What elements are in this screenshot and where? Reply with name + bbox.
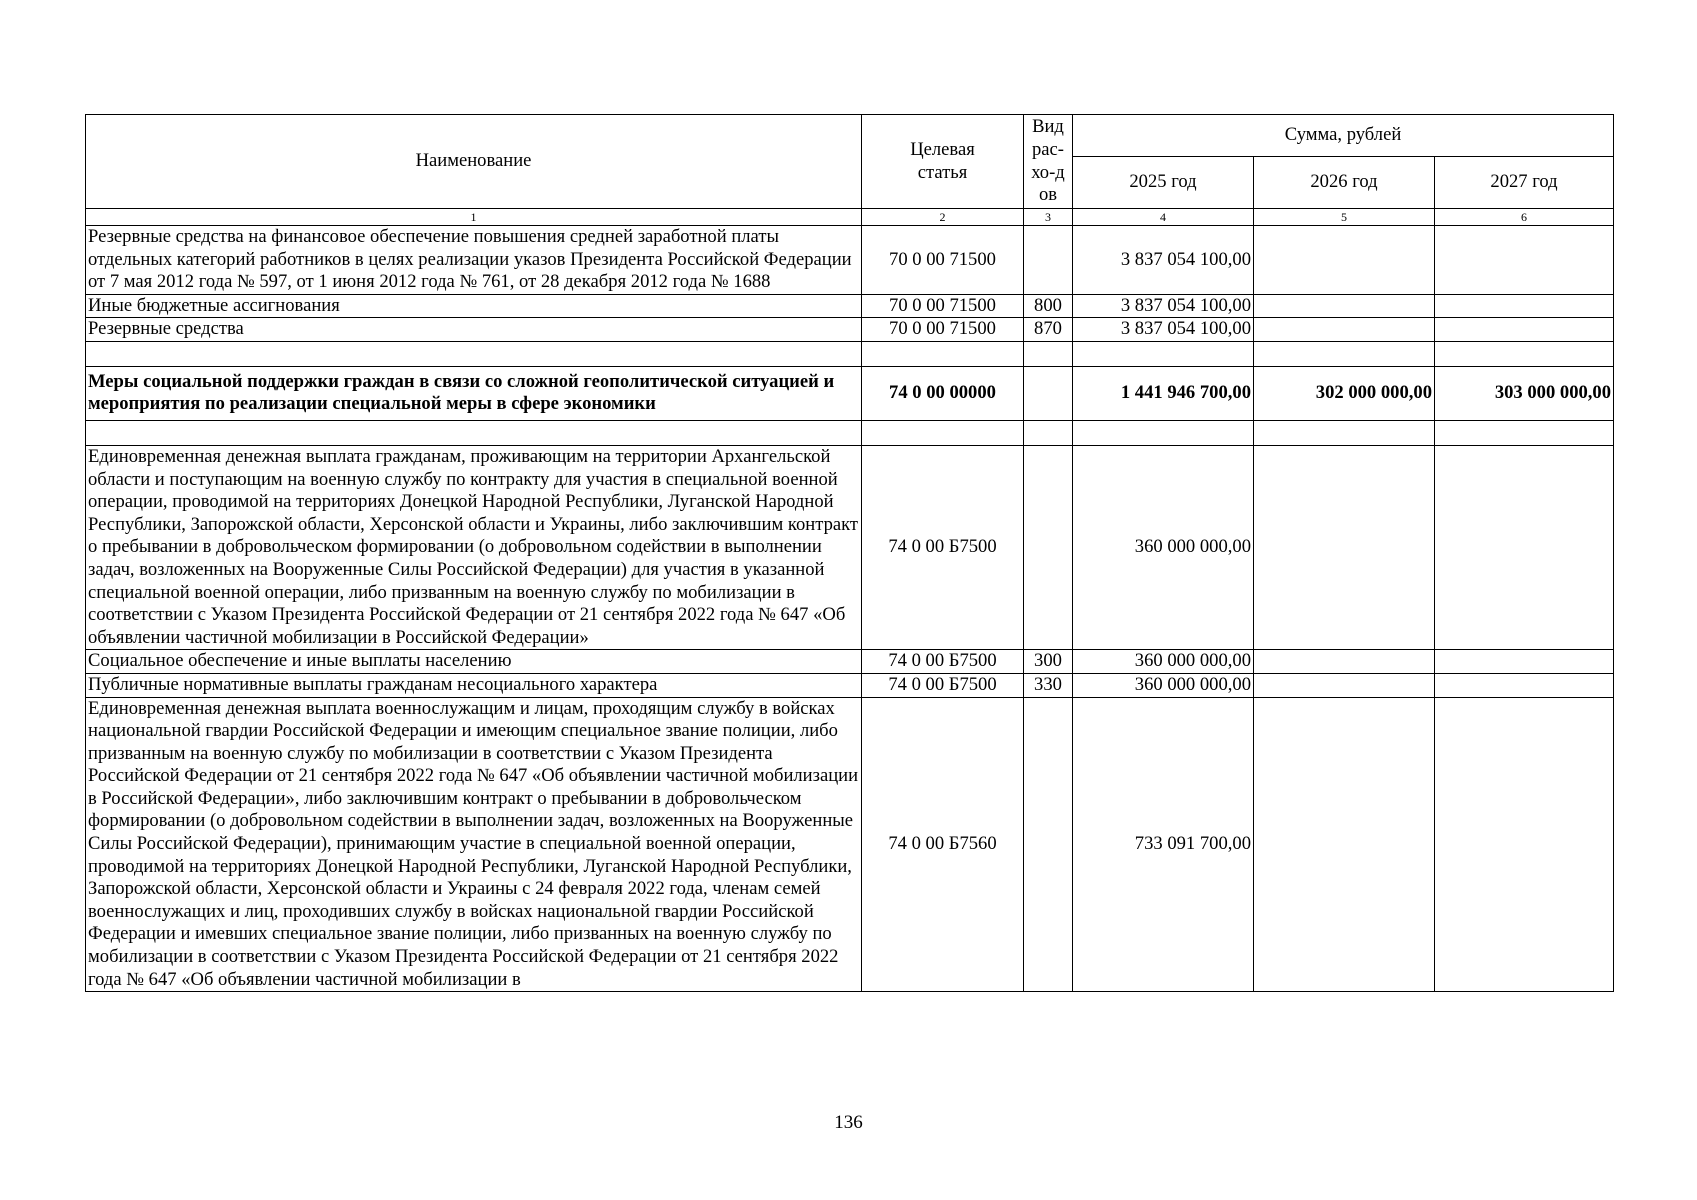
header-year-2027: 2027 год	[1435, 157, 1614, 209]
row-sum-2025: 360 000 000,00	[1073, 445, 1254, 649]
row-target-article: 74 0 00 Б7500	[862, 650, 1024, 674]
row-name: Публичные нормативные выплаты гражданам несоциального характера	[86, 673, 862, 697]
column-number: 6	[1435, 209, 1614, 226]
row-target-article: 70 0 00 71500	[862, 294, 1024, 318]
column-number: 5	[1254, 209, 1435, 226]
table-header	[86, 115, 1614, 226]
page-number: 136	[834, 1112, 863, 1133]
header-name: Наименование	[86, 115, 862, 209]
row-name: Социальное обеспечение и иные выплаты населению	[86, 650, 862, 674]
row-sum-2026	[1254, 650, 1435, 674]
row-name: Единовременная денежная выплата гражданам, проживающим на территории Архангельской области и поступающим на военную службу по контракту для участия в специальной военной операции, проводимой на территориях Донецкой Народной Республики, Луганской Народной Республики, Запорожской области, Херсонской области и Украины, либо заключившим контракт о пребывании в добровольческом формировании (о добровольном содействии в выполнении задач, возложенных на Вооруженные Силы Российской Федерации) для участия в указанной специальной военной операции, либо призванным на военную службу по мобилизации в соответствии с Указом Президента Российской Федерации от 21 сентября 2022 года № 647 «Об объявлении частичной мобилизации в Российской Федерации»	[86, 445, 862, 649]
row-sum-2027	[1435, 226, 1614, 295]
empty-row	[86, 341, 1614, 366]
row-sum-2027	[1435, 445, 1614, 649]
row-sum-2026	[1254, 697, 1435, 992]
row-expense-type: 870	[1024, 318, 1073, 342]
row-expense-type	[1024, 226, 1073, 295]
table-row	[86, 697, 1614, 992]
row-name: Резервные средства на финансовое обеспечение повышения средней заработной платы отдельных категорий работников в целях реализации указов Президента Российской Федерации от 7 мая 2012 года № 597, от 1 июня 2012 года № 761, от 28 декабря 2012 года № 1688	[86, 226, 862, 295]
row-name: Иные бюджетные ассигнования	[86, 294, 862, 318]
table-row	[86, 318, 1614, 342]
column-numbers-row	[86, 209, 1614, 226]
table-row	[86, 366, 1614, 420]
row-expense-type: 300	[1024, 650, 1073, 674]
row-sum-2027	[1435, 318, 1614, 342]
header-year-2025: 2025 год	[1073, 157, 1254, 209]
table-row	[86, 650, 1614, 674]
empty-row	[86, 420, 1614, 445]
row-sum-2025: 360 000 000,00	[1073, 673, 1254, 697]
row-sum-2025: 3 837 054 100,00	[1073, 318, 1254, 342]
row-name: Резервные средства	[86, 318, 862, 342]
row-sum-2027	[1435, 294, 1614, 318]
row-sum-2025: 3 837 054 100,00	[1073, 226, 1254, 295]
row-target-article: 70 0 00 71500	[862, 226, 1024, 295]
table-row	[86, 673, 1614, 697]
row-sum-2026	[1254, 318, 1435, 342]
table-row	[86, 226, 1614, 295]
row-sum-2025: 733 091 700,00	[1073, 697, 1254, 992]
column-number: 2	[862, 209, 1024, 226]
column-number: 3	[1024, 209, 1073, 226]
header-expense-type: Вид рас-хо-дов	[1024, 115, 1073, 209]
row-name: Меры социальной поддержки граждан в связи со сложной геополитической ситуацией и мероприятия по реализации специальной меры в сфере экономики	[86, 366, 862, 420]
row-sum-2027	[1435, 673, 1614, 697]
row-sum-2025: 1 441 946 700,00	[1073, 366, 1254, 420]
table-row	[86, 445, 1614, 649]
row-sum-2026: 302 000 000,00	[1254, 366, 1435, 420]
row-expense-type	[1024, 697, 1073, 992]
row-target-article: 74 0 00 Б7560	[862, 697, 1024, 992]
row-target-article: 74 0 00 Б7500	[862, 673, 1024, 697]
row-sum-2027: 303 000 000,00	[1435, 366, 1614, 420]
column-number: 1	[86, 209, 862, 226]
row-sum-2026	[1254, 294, 1435, 318]
row-expense-type	[1024, 366, 1073, 420]
header-year-2026: 2026 год	[1254, 157, 1435, 209]
row-target-article: 70 0 00 71500	[862, 318, 1024, 342]
row-sum-2026	[1254, 445, 1435, 649]
column-number: 4	[1073, 209, 1254, 226]
budget-table	[85, 114, 1614, 992]
row-expense-type: 800	[1024, 294, 1073, 318]
row-name: Единовременная денежная выплата военнослужащим и лицам, проходящим службу в войсках национальной гвардии Российской Федерации и имеющим специальное звание полиции, либо призванным на военную службу по мобилизации в соответствии с Указом Президента Российской Федерации от 21 сентября 2022 года № 647 «Об объявлении частичной мобилизации в Российской Федерации», либо заключившим контракт о пребывании в добровольческом формировании (о добровольном содействии в выполнении задач, возложенных на Вооруженные Силы Российской Федерации), принимающим участие в специальной военной операции, проводимой на территориях Донецкой Народной Республики, Луганской Народной Республики, Запорожской области, Херсонской области и Украины с 24 февраля 2022 года, членам семей военнослужащих и лиц, проходивших службу в войсках национальной гвардии Российской Федерации и имевших специальное звание полиции, либо призванных на военную службу по мобилизации в соответствии с Указом Президента Российской Федерации от 21 сентября 2022 года № 647 «Об объявлении частичной мобилизации в	[86, 697, 862, 992]
header-sum: Сумма, рублей	[1073, 115, 1614, 157]
row-target-article: 74 0 00 Б7500	[862, 445, 1024, 649]
row-sum-2026	[1254, 226, 1435, 295]
row-sum-2025: 3 837 054 100,00	[1073, 294, 1254, 318]
row-sum-2027	[1435, 650, 1614, 674]
row-expense-type	[1024, 445, 1073, 649]
row-sum-2027	[1435, 697, 1614, 992]
row-target-article: 74 0 00 00000	[862, 366, 1024, 420]
header-target-article: Целевая статья	[862, 115, 1024, 209]
row-sum-2025: 360 000 000,00	[1073, 650, 1254, 674]
row-expense-type: 330	[1024, 673, 1073, 697]
table-row	[86, 294, 1614, 318]
row-sum-2026	[1254, 673, 1435, 697]
